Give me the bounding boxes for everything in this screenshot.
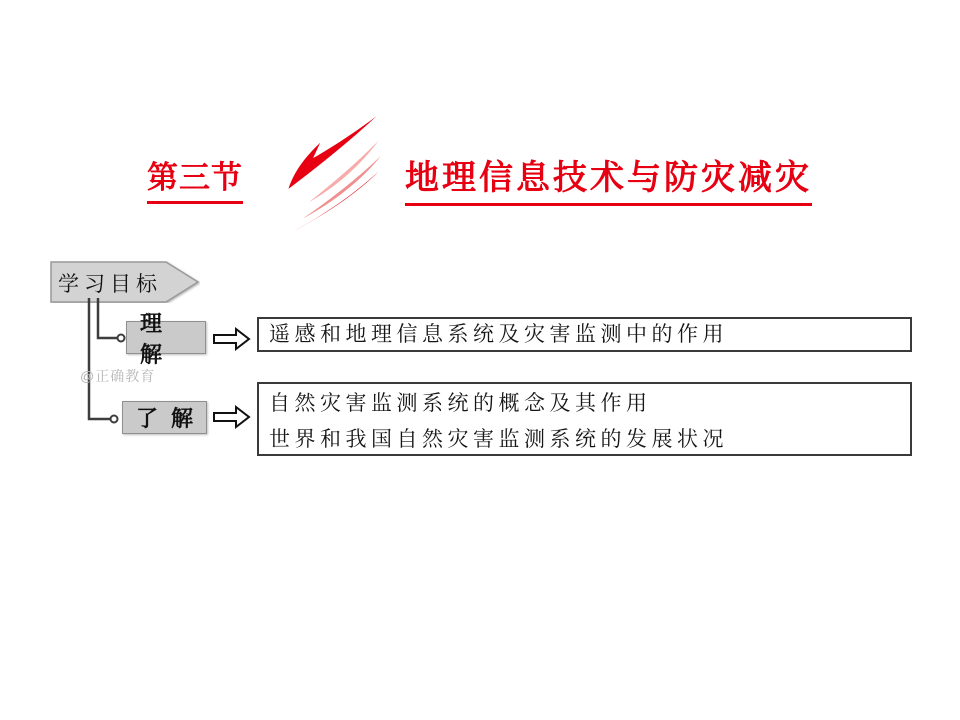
objective-text: 自然灾害监测系统的概念及其作用: [269, 391, 652, 415]
node-know-label: 了解: [136, 406, 207, 431]
objective-text: 遥感和地理信息系统及灾害监测中的作用: [269, 322, 728, 346]
section-label: 第三节: [147, 160, 243, 204]
objective-box-know: [257, 382, 912, 456]
hollow-arrow-icon: [213, 405, 251, 429]
node-understand: [126, 310, 206, 367]
objective-text: 世界和我国自然灾害监测系统的发展状况: [269, 427, 728, 451]
page-title: 地理信息技术与防灾减灾: [405, 158, 812, 206]
watermark-text: @正确教育: [80, 368, 156, 384]
swoosh-icon: [268, 110, 396, 238]
banner-label: 学习目标: [58, 273, 162, 296]
node-know: [122, 401, 207, 434]
hollow-arrow-icon: [213, 327, 251, 351]
node-understand-label: 理解: [140, 310, 176, 367]
objective-box-understand: [257, 317, 912, 352]
